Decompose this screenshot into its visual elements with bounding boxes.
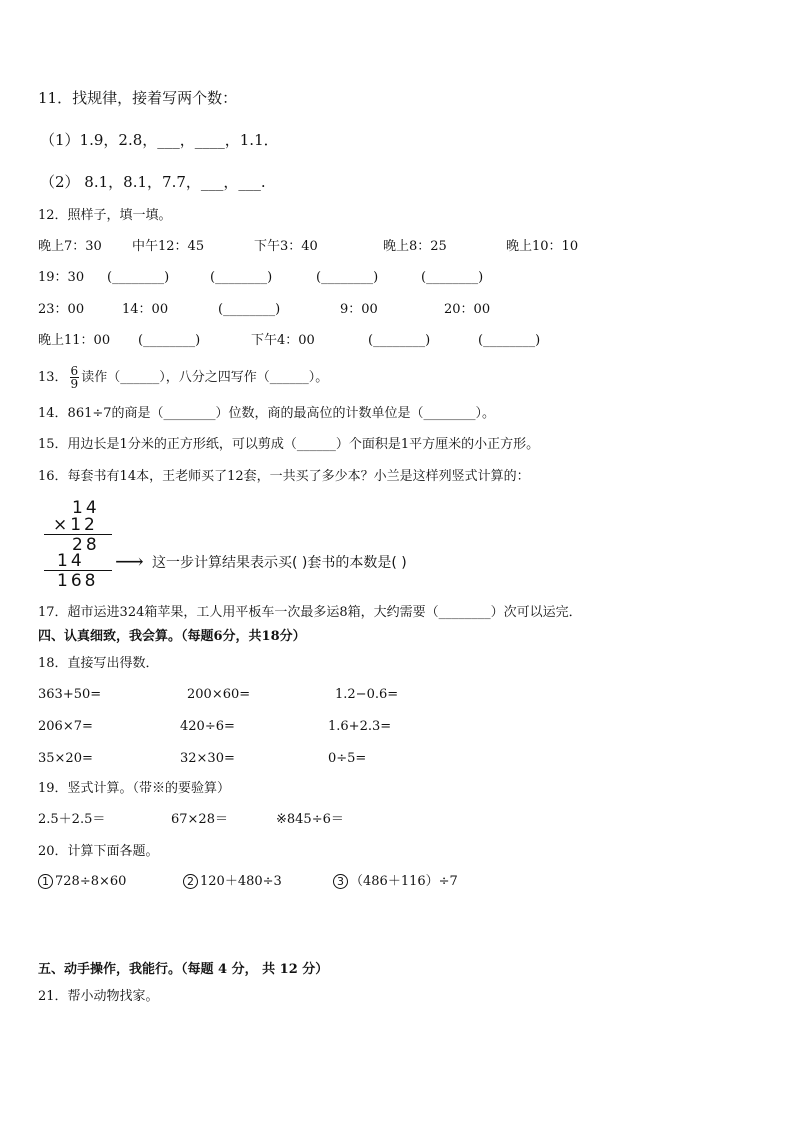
q13-prefix: 13． — [38, 370, 68, 385]
calc-row-x12: ×12 — [53, 515, 98, 535]
q19-title: 19．竖式计算。（带※的要验算） — [38, 781, 231, 796]
q14: 14．861÷7的商是（________）位数，商的最高位的计数单位是（________）。 — [38, 406, 496, 421]
q18-item: 35×20= — [38, 751, 93, 766]
q12-blank: (________) — [478, 333, 541, 348]
q20-item — [183, 874, 282, 890]
q12-cell: 晚上11：00 — [38, 333, 111, 348]
section-4-title: 四、认真细致，我会算。（每题6分，共18分） — [38, 629, 306, 644]
q12-cell: 下午4：00 — [251, 333, 315, 348]
arrow-icon: ⟶ — [115, 549, 144, 573]
fraction-denominator: 9 — [70, 377, 79, 391]
q12-cell: 晚上10：10 — [506, 239, 579, 254]
q12-blank: (________) — [210, 270, 273, 285]
q12-blank: (________) — [218, 302, 281, 317]
q18-item: 206×7= — [38, 719, 93, 734]
q19-item: 2.5＋2.5＝ — [38, 812, 106, 827]
q18-item: 0÷5= — [328, 751, 367, 766]
q18-item: 200×60= — [187, 687, 251, 702]
q20-expr: 728÷8×60 — [55, 874, 127, 889]
q20-item — [38, 874, 126, 890]
q15: 15．用边长是1分米的正方形纸，可以剪成（______）个面积是1平方厘米的小正方形。 — [38, 437, 540, 452]
circled-number: 2 — [183, 874, 198, 889]
q12-cell: 晚上7：30 — [38, 239, 102, 254]
q12-cell: 14：00 — [122, 302, 169, 317]
q12-cell: 19：30 — [38, 270, 85, 285]
q20-title: 20．计算下面各题。 — [38, 844, 159, 859]
q13-text: 读作（______），八分之四写作（______）。 — [81, 370, 329, 385]
q20-expr: （486＋116）÷7 — [350, 874, 458, 889]
q13 — [38, 361, 328, 395]
q20-item — [333, 874, 458, 890]
calc-row-14-shifted: 14 — [57, 551, 85, 571]
q16: 16．每套书有14本，王老师买了12套，一共买了多少本？小兰是这样列竖式计算的： — [38, 469, 530, 484]
q12-blank: (________) — [138, 333, 201, 348]
q12-blank: (________) — [368, 333, 431, 348]
q12-blank: (________) — [107, 270, 170, 285]
circled-number: 1 — [38, 874, 53, 889]
q19-item: ※845÷6＝ — [276, 812, 344, 827]
fraction-numerator: 6 — [70, 364, 79, 378]
q11-line-1: （1）1.9，2.8，___，____，1.1． — [40, 131, 279, 149]
q12-cell: 晚上8：25 — [383, 239, 447, 254]
q11-title: 11．找规律，接着写两个数： — [38, 89, 238, 107]
q11-line-2: （2） 8.1，8.1，7.7，___，___. — [40, 173, 266, 191]
fraction — [70, 365, 80, 390]
q12-cell: 下午3：40 — [254, 239, 318, 254]
q12-blank: (________) — [316, 270, 379, 285]
q21-title: 21．帮小动物找家。 — [38, 989, 159, 1004]
circled-number: 3 — [333, 874, 348, 889]
calc-row-14: 14 — [72, 498, 100, 518]
q18-title: 18．直接写出得数． — [38, 656, 159, 671]
q18-item: 363+50= — [38, 687, 102, 702]
q18-item: 1.2−0.6= — [335, 687, 399, 702]
q12-cell: 20：00 — [444, 302, 491, 317]
q19-item: 67×28＝ — [171, 812, 228, 827]
q12-cell: 9：00 — [340, 302, 378, 317]
q18-item: 1.6+2.3= — [328, 719, 392, 734]
q12-cell: 23：00 — [38, 302, 85, 317]
section-5-title: 五、动手操作，我能行。（每题 4 分， 共 12 分） — [38, 962, 329, 977]
q17: 17．超市运进324箱苹果，工人用平板车一次最多运8箱，大约需要（________）次可以运完． — [38, 605, 582, 620]
q12-title: 12．照样子，填一填。 — [38, 208, 172, 223]
calc-row-168: 168 — [57, 571, 99, 591]
q18-item: 420÷6= — [180, 719, 235, 734]
q20-expr: 120＋480÷3 — [200, 874, 282, 889]
calc-row-28: 28 — [72, 535, 100, 555]
q18-item: 32×30= — [180, 751, 235, 766]
q12-blank: (________) — [421, 270, 484, 285]
calc-note: 这一步计算结果表示买( )套书的本数是( ) — [152, 555, 407, 571]
q12-cell: 中午12：45 — [132, 239, 205, 254]
